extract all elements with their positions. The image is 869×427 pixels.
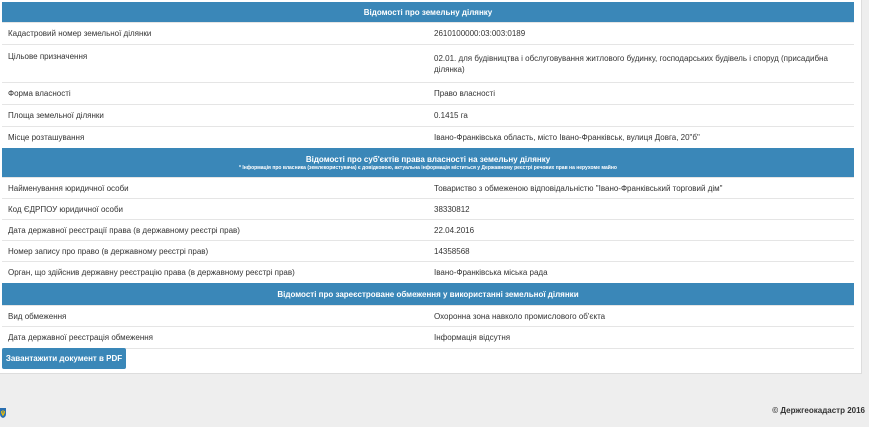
row-label-edrpou: Код ЄДРПОУ юридичної особи: [2, 199, 428, 220]
table-row: [2, 241, 854, 262]
row-label-registration-date: Дата державної реєстрації права (в державному реєстрі прав): [2, 220, 428, 241]
row-label-registering-authority: Орган, що здійснив державну реєстрацію права (в державному реєстрі прав): [2, 262, 428, 284]
section-header-land: [2, 2, 854, 23]
footer-copyright: © Держгеокадастр 2016: [772, 406, 865, 415]
table-row: [2, 105, 854, 127]
table-row: [2, 199, 854, 220]
row-value-record-number: 14358568: [428, 241, 854, 262]
table-row: [2, 306, 854, 327]
section-title-restrictions: Відомості про зареєстроване обмеження у використанні земельної ділянки: [2, 283, 854, 306]
row-value-registration-date: 22.04.2016: [428, 220, 854, 241]
row-value-purpose: 02.01. для будівництва і обслуговування житлового будинку, господарських будівель і споруд (присадибна ділянка): [428, 45, 854, 83]
row-label-restriction-date: Дата державної реєстрація обмеження: [2, 327, 428, 349]
row-label-location: Місце розташування: [2, 127, 428, 149]
row-value-restriction-date: Інформація відсутня: [428, 327, 854, 349]
row-value-cadastral-number: 2610100000:03:003:0189: [428, 23, 854, 45]
row-value-registering-authority: Івано-Франківська міська рада: [428, 262, 854, 284]
table-row: [2, 83, 854, 105]
row-label-purpose: Цільове призначення: [2, 45, 428, 83]
section-header-owners: [2, 148, 854, 178]
row-value-location: Івано-Франківська область, місто Івано-Франківськ, вулиця Довга, 20"б": [428, 127, 854, 149]
section-title-land: Відомості про земельну ділянку: [2, 2, 854, 23]
table-row: [2, 327, 854, 349]
section-title-owners: Відомості про суб'єктів права власності на земельну ділянку: [305, 154, 551, 164]
row-value-legal-entity: Товариство з обмеженою відповідальністю "Івано-Франківський торговий дім": [428, 178, 854, 199]
row-label-ownership-form: Форма власності: [2, 83, 428, 105]
table-row: [2, 220, 854, 241]
row-value-area: 0.1415 га: [428, 105, 854, 127]
table-row: [2, 178, 854, 199]
land-info-table: [2, 2, 854, 349]
row-label-record-number: Номер запису про право (в державному реєстрі прав): [2, 241, 428, 262]
row-label-restriction-type: Вид обмеження: [2, 306, 428, 327]
section-header-restrictions: [2, 283, 854, 306]
table-row: [2, 262, 854, 284]
row-value-ownership-form: Право власності: [428, 83, 854, 105]
download-pdf-button[interactable]: Завантажити документ в PDF: [2, 348, 126, 369]
table-row: [2, 127, 854, 149]
row-value-restriction-type: Охоронна зона навколо промислового об'єкта: [428, 306, 854, 327]
table-row: [2, 23, 854, 45]
row-value-edrpou: 38330812: [428, 199, 854, 220]
row-label-area: Площа земельної ділянки: [2, 105, 428, 127]
row-label-legal-entity: Найменування юридичної особи: [2, 178, 428, 199]
table-row: [2, 45, 854, 83]
coat-of-arms-icon: [0, 405, 6, 415]
section-note-owners: * Інформація про власника (землекористувача) є довідковою, актуальна інформація міститься у Державному реєстрі речових прав на нерухоме майно: [239, 164, 617, 171]
row-label-cadastral-number: Кадастровий номер земельної ділянки: [2, 23, 428, 45]
